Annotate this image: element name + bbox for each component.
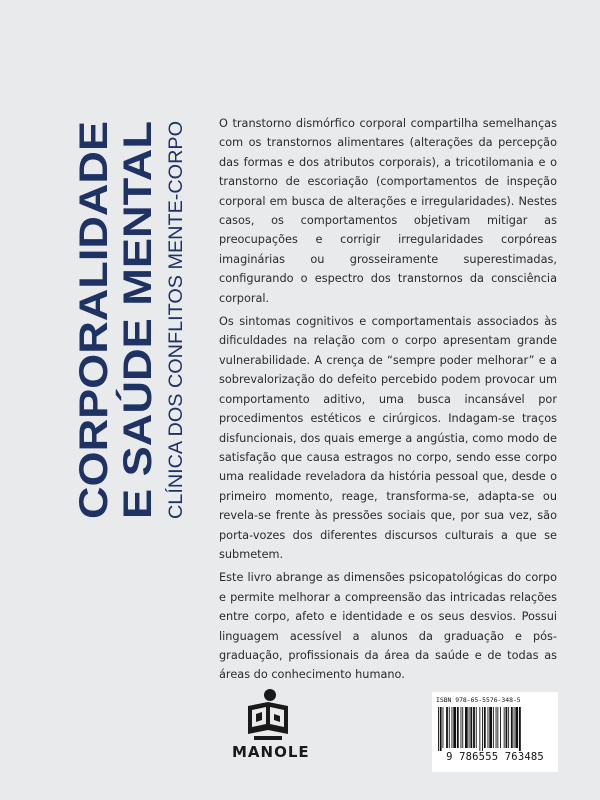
barcode-bar [515,707,518,748]
barcode-bar [461,707,462,748]
barcode-bar [438,707,439,751]
barcode-bar [453,707,456,748]
barcode-bar [508,707,509,748]
barcode-bar [457,707,459,748]
barcode-bar [443,707,444,748]
book-subtitle: CLÍNICA DOS CONFLITOS MENTE-CORPO [166,137,187,519]
book-title-line-1: CORPORALIDADE [72,165,116,519]
book-title-line-2: E SAÚDE MENTAL [116,166,160,519]
barcode-bar [497,707,498,748]
barcode-bar [452,707,453,748]
isbn-barcode [432,692,558,772]
publisher-name: MANOLE [232,743,310,761]
barcode-bar [500,707,501,748]
barcode-bar [519,707,521,751]
vertical-title-svg [70,110,187,530]
barcode-bar [440,707,442,751]
barcode-bar [465,707,468,748]
back-cover-synopsis [219,114,557,689]
vertical-title-block [70,110,187,530]
barcode-bar [470,707,472,748]
isbn-label: ISBN 978-65-5576-348-5 [436,696,521,704]
barcode-bar [514,707,515,748]
manole-reader-logo-icon [232,685,302,743]
barcode-bar [489,707,492,748]
barcode-bar [511,707,513,748]
barcode-bar [484,707,486,748]
barcode-bar [473,707,475,748]
barcode-bar [462,707,463,748]
barcode-bar [476,707,477,748]
barcode-bar [479,707,480,751]
synopsis-paragraph-3: Este livro abrange as dimensões psicopatológicas do corpo e permite melhorar a compreensão das intricadas relações entre corpo, afeto e identidade e os seus desvios. Possui linguagem acessível a alunos da graduação e pós-graduação, profissionais da área da saúde e de todas as áreas do conhecimento humano. [219,571,557,682]
publisher-logo [232,685,310,775]
barcode-bar [469,707,470,748]
barcode-bar [504,707,505,748]
barcode-number: 9 786555 763485 [446,751,544,763]
barcode-bar [446,707,448,748]
barcode-bar [496,707,497,748]
barcode-bar [449,707,450,748]
barcode-bar [493,707,494,748]
barcode-bar [506,707,508,748]
synopsis-paragraph-2: Os sintomas cognitivos e comportamentais associados às dificuldades na relação com o corpo apresentam grande vulnerabilidade. A crença de “sempre poder melhorar” e a sobrevalorização do defeito percebido podem provocar um comportamento aditivo, uma busca incansável por procedimentos estéticos e cirúrgicos. Indagam-se traços disfuncionais, dos quais emerge a angústia, como modo de satisfação que causa estragos no corpo, sendo esse corpo uma realidade reveladora da história pessoal que, desde o primeiro momento, reage, transforma-se, adapta-se ou revela-se frente às pressões sociais que, por sua vez, são porta-vozes dos diferentes discursos culturais a que se submetem. [219,315,557,561]
barcode-bar [488,707,489,748]
barcode-bars [438,707,552,751]
synopsis-paragraph-1: O transtorno dismórfico corporal compartilha semelhanças com os transtornos alimentares (alterações da percepção das formas e dos atributos corporais), a tricotilomania e o transtorno de escoriação (comportamentos de inspeção corporal em busca de alterações e irregularidades). Nestes casos, os comportamentos objetivam mitigar as preocupações e corrigir irregularidades corpóreas imaginárias ou grosseiramente superestimadas, configurando o espectro dos transtornos da consciência corporal. [219,117,557,305]
barcode-bar [482,707,483,751]
